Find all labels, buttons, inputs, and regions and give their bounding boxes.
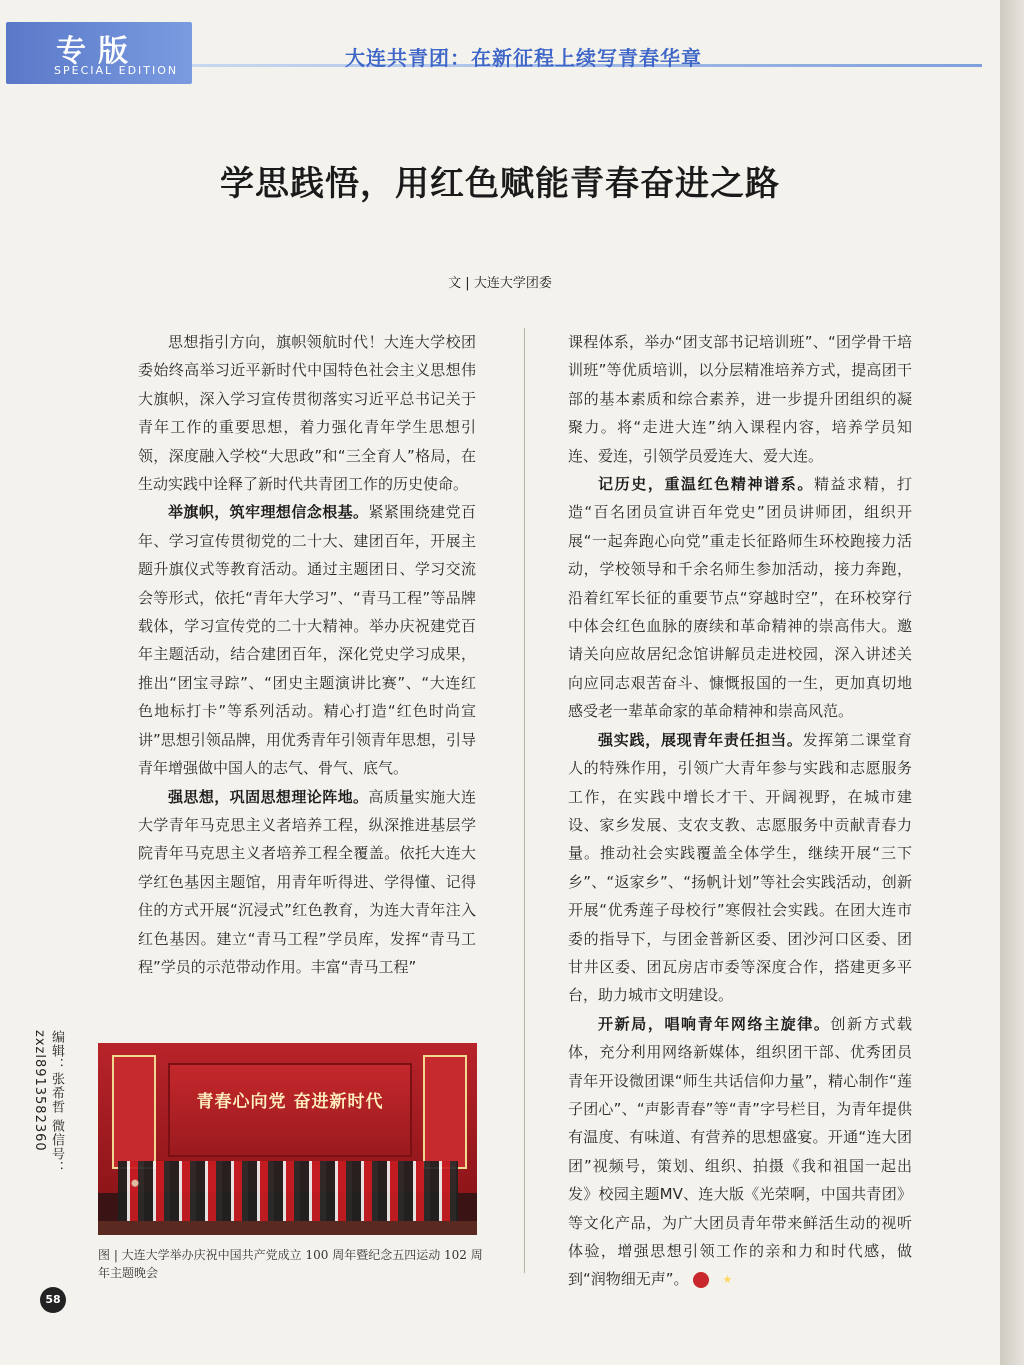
paragraph-body: 高质量实施大连大学青年马克思主义者培养工程，纵深推进基层学院青年马克思主义者培养工程全覆盖。依托大连大学红色基因主题馆，用青年听得进、学得懂、记得住的方式开展“沉浸式”红色教育，为连大青年注入红色基因。建立“青马工程”学员库，发挥“青马工程”学员的示范带动作用。丰富“青马工程” (138, 787, 476, 976)
paragraph-body: 创新方式载体，充分利用网络新媒体，组织团干部、优秀团员青年开设微团课“师生共话信仰力量”，精心制作“莲子团心”、“声影青春”等“青”字号栏目，为青年提供有温度、有味道、有营养的思想盛宴。开通“连大团团”视频号，策划、组织、拍摄《我和祖国一起出发》校园主题MV、连大版《光荣啊，中国共青团》等文化产品，为广大团员青年带来鲜活生动的视听体验，增强思想引领工作的亲和力和时代感，做到“润物细无声”。 (568, 1014, 912, 1289)
paragraph-lead: 举旗帜，筑牢理想信念根基。 (168, 503, 369, 522)
section-label: 专版 (56, 34, 140, 69)
star-icon: ★ (693, 1272, 709, 1288)
byline: 文 | 大连大学团委 (448, 276, 552, 291)
paragraph-lead: 开新局，唱响青年网络主旋律。 (598, 1014, 831, 1033)
column-divider (524, 328, 525, 1273)
paragraph-lead: 强实践，展现青年责任担当。 (598, 730, 803, 749)
paragraph (568, 1010, 912, 1294)
paragraph (138, 498, 476, 782)
event-photo (98, 1043, 477, 1235)
section-label-en: SPECIAL EDITION (54, 64, 179, 77)
paragraph-body: 发挥第二课堂育人的特殊作用，引领广大青年参与实践和志愿服务工作，在实践中增长才干、开阔视野，在城市建设、家乡发展、支农支教、志愿服务中贡献青春力量。推动社会实践覆盖全体学生，继续开展“三下乡”、“返家乡”、“扬帆计划”等社会实践活动，创新开展“优秀莲子母校行”寒假社会实践。在团大连市委的指导下，与团金普新区委、团沙河口区委、团甘井区委、团瓦房店市委等深度合作，搭建更多平台，助力城市文明建设。 (568, 730, 912, 1005)
stage-screen (168, 1063, 412, 1157)
stage-screen-text: 青春心向党 奋进新时代 (196, 1092, 384, 1112)
paragraph: 课程体系，举办“团支部书记培训班”、“团学骨干培训班”等优质培训，以分层精准培养方式，提高团干部的基本素质和综合素养，进一步提升团组织的凝聚力。将“走进大连”纳入课程内容，培养学员知连、爱连，引领学员爱连大、爱大连。 (568, 333, 912, 465)
paragraph: 思想指引方向，旗帜领航时代！大连大学校团委始终高举习近平新时代中国特色社会主义思想伟大旗帜，深入学习宣传贯彻落实习近平总书记关于青年工作的重要思想，着力强化青年学生思想引领，深度融入学校“大思政”和“三全育人”格局，在生动实践中诠释了新时代共青团工作的历史使命。 (138, 333, 476, 494)
stage-floor (98, 1221, 477, 1235)
editor-credit: 编辑：张希哲 微信号：zxzl8913582360 (32, 1030, 64, 1176)
right-column (568, 328, 912, 1294)
paragraph-body: 紧紧围绕建党百年、学习宣传贯彻党的二十大、建团百年，开展主题升旗仪式等教育活动。通过主题团日、学习交流会等形式，依托“青年大学习”、“青马工程”等品牌载体，学习宣传党的二十大精神。举办庆祝建党百年主题活动，结合建团百年，深化党史学习成果，推出“团宝寻踪”、“团史主题演讲比赛”、“大连红色地标打卡”等系列活动。精心打造“红色时尚宣讲”思想引领品牌，用优秀青年引领青年思想，引导青年增强做中国人的志气、骨气、底气。 (138, 503, 476, 778)
paragraph (138, 783, 476, 982)
photo-caption: 图 | 大连大学举办庆祝中国共产党成立 100 周年暨纪念五四运动 102 周年主题晚会 (98, 1248, 483, 1280)
section-banner (6, 22, 192, 84)
left-column (138, 328, 476, 981)
right-hanging-banner (423, 1055, 467, 1169)
left-hanging-banner (112, 1055, 156, 1169)
paragraph (568, 726, 912, 1010)
article-title: 学思践悟，用红色赋能青春奋进之路 (220, 164, 780, 204)
paragraph-lead: 强思想，巩固思想理论阵地。 (168, 787, 369, 806)
page-edge (1000, 0, 1024, 1365)
paragraph-body: 精益求精，打造“百名团员宣讲百年党史”团员讲师团，组织开展“一起奔跑心向党”重走长征路师生环校跑接力活动，学校领导和千余名师生参加活动，接力奔跑，沿着红军长征的重要节点“穿越时空”，在环校穿行中体会红色血脉的赓续和革命精神的崇高伟大。邀请关向应故居纪念馆讲解员走进校园，深入讲述关向应同志艰苦奋斗、慷慨报国的一生，更加真切地感受老一辈革命家的革命精神和崇高风范。 (568, 475, 912, 721)
page-number: 58 (40, 1287, 66, 1313)
page-header (0, 8, 990, 76)
paragraph (568, 470, 912, 726)
header-title: 大连共青团：在新征程上续写青春华章 (345, 46, 702, 70)
paragraph-lead: 记历史，重温红色精神谱系。 (598, 475, 814, 494)
